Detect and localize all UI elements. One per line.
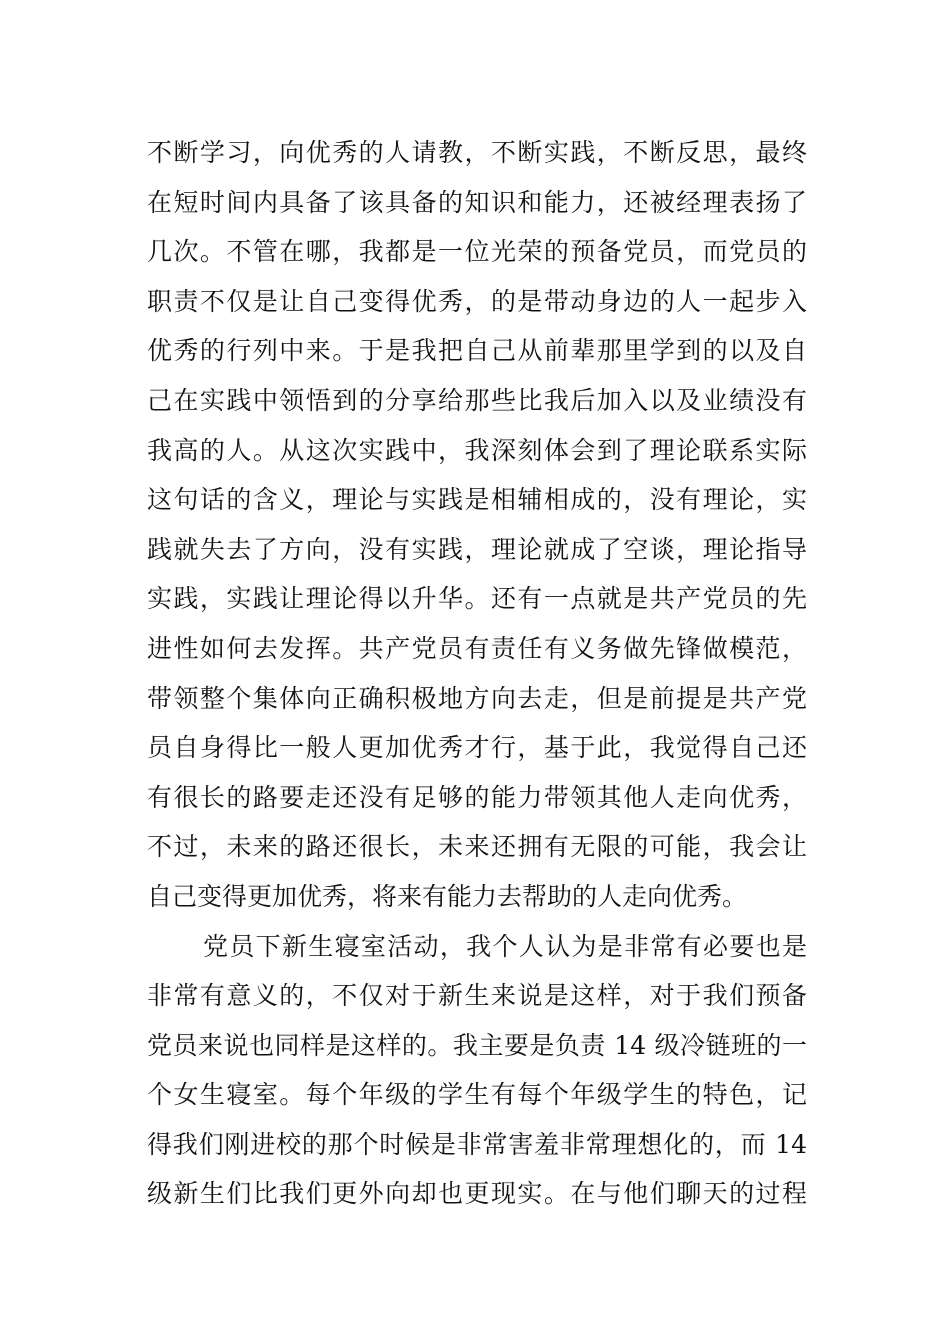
- text-line: 党员来说也同样是这样的。我主要是负责 14 级冷链班的一: [147, 1030, 807, 1060]
- text-line: 员自身得比一般人更加优秀才行，基于此，我觉得自己还: [147, 733, 807, 763]
- text-line: 这句话的含义，理论与实践是相辅相成的，没有理论，实: [147, 485, 807, 515]
- paragraph-first-line: 党员下新生寝室活动，我个人认为是非常有必要也是: [203, 931, 807, 961]
- text-line: 几次。不管在哪，我都是一位光荣的预备党员，而党员的: [147, 237, 807, 267]
- text-line: 不断学习，向优秀的人请教，不断实践，不断反思，最终: [147, 138, 807, 167]
- text-line: 进性如何去发挥。共产党员有责任有义务做先锋做模范，: [147, 633, 807, 663]
- text-line: 自己变得更加优秀，将来有能力去帮助的人走向优秀。: [147, 881, 748, 911]
- text-line: 在短时间内具备了该具备的知识和能力，还被经理表扬了: [147, 187, 807, 217]
- text-line: 实践，实践让理论得以升华。还有一点就是共产党员的先: [147, 584, 807, 614]
- text-line: 带领整个集体向正确积极地方向去走，但是前提是共产党: [147, 683, 807, 713]
- text-line: 得我们刚进校的那个时候是非常害羞非常理想化的，而 14: [147, 1129, 807, 1159]
- text-line: 职责不仅是让自己变得优秀，的是带动身边的人一起步入: [147, 286, 807, 316]
- text-line: 级新生们比我们更外向却也更现实。在与他们聊天的过程: [147, 1179, 807, 1209]
- text-line: 非常有意义的，不仅对于新生来说是这样，对于我们预备: [147, 981, 807, 1011]
- text-line: 有很长的路要走还没有足够的能力带领其他人走向优秀，: [147, 782, 807, 812]
- text-line: 优秀的行列中来。于是我把自己从前辈那里学到的以及自: [147, 336, 807, 366]
- body-text: [147, 128, 807, 1219]
- text-line: 践就失去了方向，没有实践，理论就成了空谈，理论指导: [147, 534, 807, 564]
- text-line: 己在实践中领悟到的分享给那些比我后加入以及业绩没有: [147, 385, 807, 415]
- text-line: 我高的人。从这次实践中，我深刻体会到了理论联系实际: [147, 435, 807, 465]
- text-line: 不过，未来的路还很长，未来还拥有无限的可能，我会让: [147, 832, 807, 862]
- text-line: 个女生寝室。每个年级的学生有每个年级学生的特色，记: [147, 1080, 807, 1110]
